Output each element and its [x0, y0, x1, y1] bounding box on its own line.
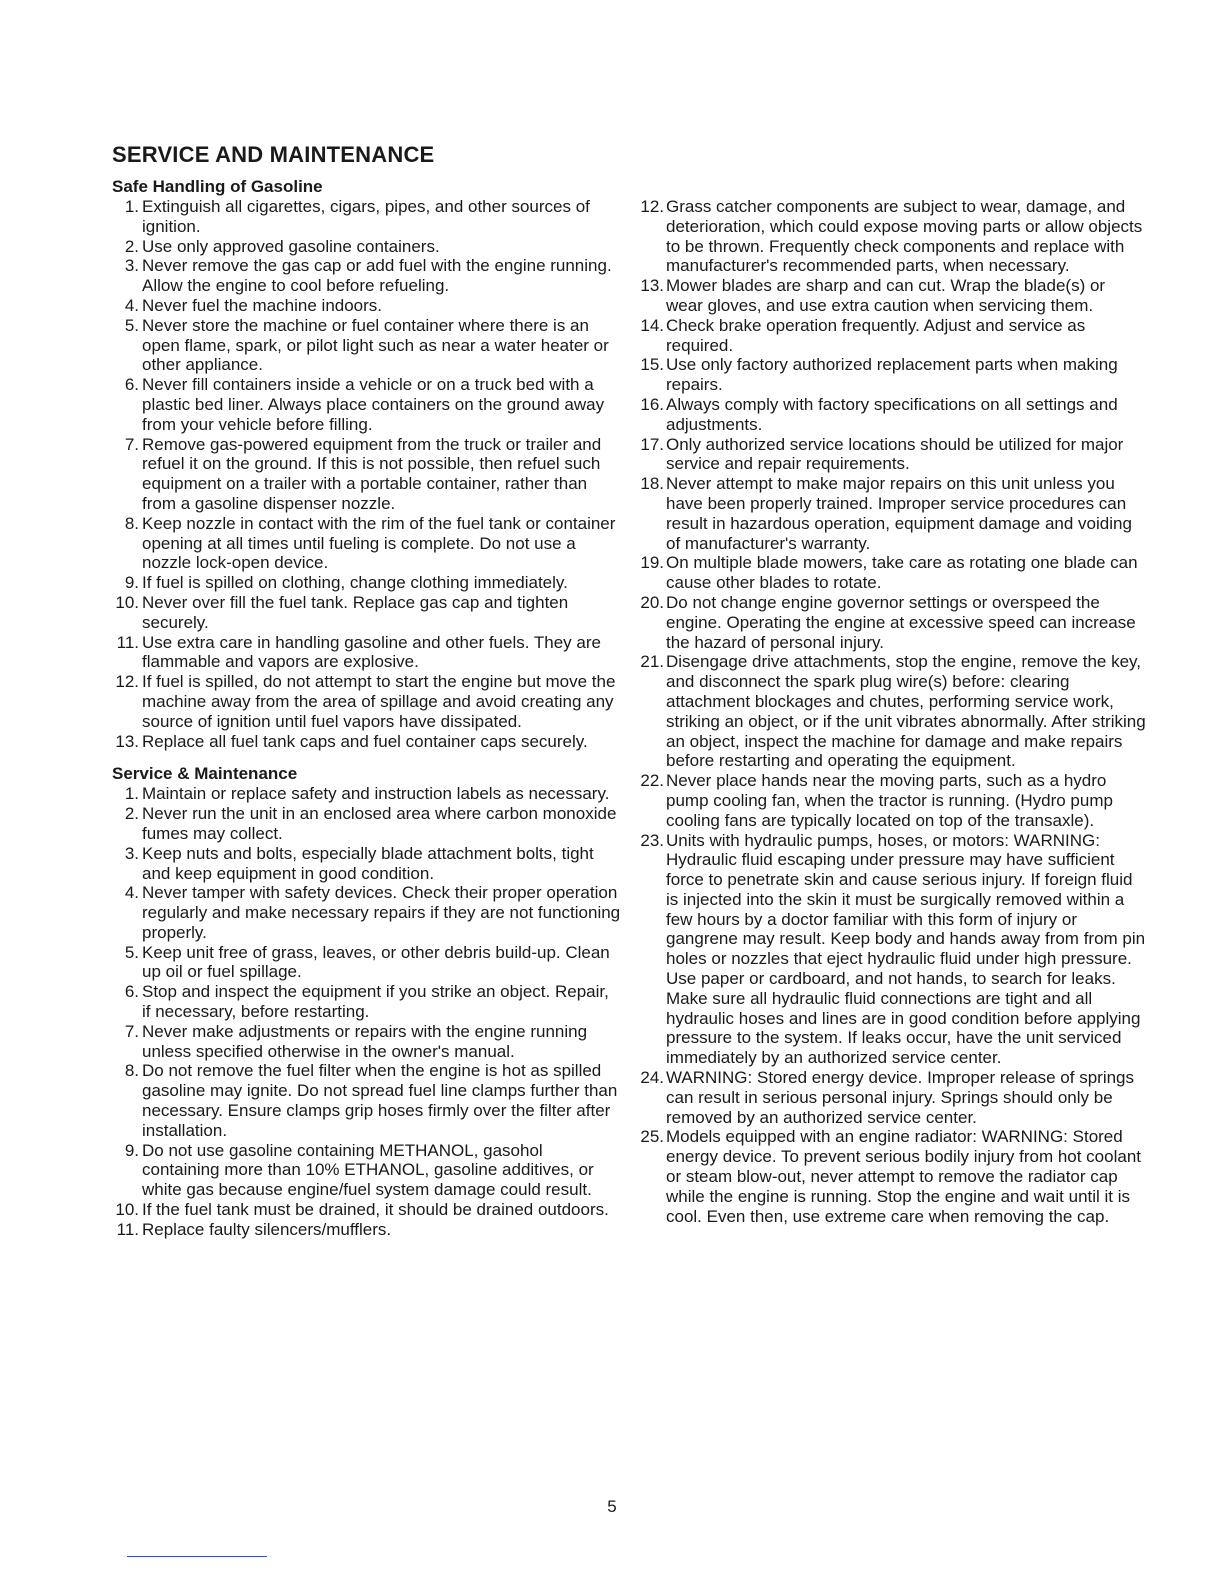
list-item-number: 18. — [640, 474, 664, 494]
service-section-title: Service & Maintenance — [112, 764, 298, 784]
list-item — [112, 256, 622, 296]
list-item-number: 12. — [115, 672, 139, 692]
list-item-number: 22. — [640, 771, 664, 791]
list-item — [636, 276, 1146, 316]
list-item — [112, 982, 622, 1022]
list-item — [112, 1200, 622, 1220]
list-item-text: Never run the unit in an enclosed area where carbon monoxide fumes may collect. — [142, 804, 617, 843]
list-item-number: 23. — [640, 830, 664, 850]
list-item-number: 1. — [124, 784, 139, 804]
list-item-number: 9. — [124, 1140, 139, 1160]
list-item — [112, 672, 622, 731]
list-item-text: Keep nozzle in contact with the rim of the fuel tank or container opening at all times until fueling is complete. Do not use a nozzle lock-open device. — [142, 513, 616, 573]
list-item-number: 21. — [640, 652, 664, 672]
list-item-number: 1. — [124, 197, 139, 216]
list-item — [636, 1068, 1146, 1127]
list-item — [112, 1061, 622, 1140]
list-item-number: 12. — [640, 197, 664, 216]
list-item — [636, 435, 1146, 475]
list-item-text: Grass catcher components are subject to wear, damage, and deterioration, which could expose moving parts or allow objects to be thrown. Frequently check components and replace with manufacturer's recommended parts, when necessary. — [666, 197, 1143, 276]
list-item — [112, 1141, 622, 1200]
list-item — [112, 844, 622, 884]
list-item — [112, 316, 622, 375]
list-item — [636, 771, 1146, 830]
list-item — [112, 732, 622, 752]
list-item-number: 6. — [124, 375, 139, 395]
list-item — [112, 435, 622, 514]
list-item-number: 9. — [124, 573, 139, 593]
right-column — [636, 197, 1146, 1226]
list-item-text: Never tamper with safety devices. Check their proper operation regularly and make necessary repairs if they are not functioning properly. — [142, 883, 621, 942]
list-item — [112, 943, 622, 983]
page-number: 5 — [607, 1497, 617, 1516]
list-item-number: 20. — [640, 592, 664, 612]
list-item-text: Never make adjustments or repairs with the engine running unless specified otherwise in the owner's manual. — [142, 1021, 588, 1061]
list-item-number: 6. — [124, 982, 139, 1002]
list-item — [112, 197, 622, 237]
list-item-text: If fuel is spilled, do not attempt to start the engine but move the machine away from the area of spillage and avoid creating any source of ignition until fuel vapors have dissipated. — [142, 672, 616, 731]
list-item-number: 5. — [124, 942, 139, 962]
list-item-text: On multiple blade mowers, take care as rotating one blade can cause other blades to rotate. — [666, 553, 1138, 593]
list-item-text: Keep unit free of grass, leaves, or other debris build-up. Clean up oil or fuel spillage. — [142, 942, 610, 982]
list-item-number: 10. — [115, 592, 139, 612]
list-item-number: 13. — [640, 276, 664, 296]
list-item — [636, 316, 1146, 356]
list-item-number: 8. — [124, 1061, 139, 1081]
list-item — [636, 197, 1146, 276]
list-item-text: Maintain or replace safety and instruction labels as necessary. — [142, 784, 610, 804]
list-item-text: Use only approved gasoline containers. — [142, 236, 440, 256]
list-item-text: If fuel is spilled on clothing, change clothing immediately. — [142, 573, 568, 593]
list-item-number: 15. — [640, 355, 664, 375]
list-item-number: 7. — [124, 1021, 139, 1041]
list-item-text: Stop and inspect the equipment if you strike an object. Repair, if necessary, before restarting. — [142, 982, 609, 1022]
list-item-text: WARNING: Stored energy device. Improper release of springs can result in serious personal injury. Springs should only be removed by an authorized service center. — [666, 1068, 1135, 1127]
list-item — [112, 237, 622, 257]
list-item — [112, 593, 622, 633]
list-item-text: Never place hands near the moving parts, such as a hydro pump cooling fan, when the tractor is running. (Hydro pump cooling fans are typically located on top of the transaxle). — [666, 771, 1113, 830]
list-item-number: 17. — [640, 434, 664, 454]
list-item-text: Check brake operation frequently. Adjust and service as required. — [666, 315, 1086, 355]
list-item-text: Disengage drive attachments, stop the engine, remove the key, and disconnect the spark plug wire(s) before: clearing attachment blockages and chutes, performing service work, striking an object, or if the unit vibrates abnormally. After striking an object, inspect the machine for damage and make repairs before restarting and operating the equipment. — [666, 652, 1146, 771]
list-item-number: 2. — [124, 804, 139, 824]
list-item-number: 14. — [640, 315, 664, 335]
list-item-number: 5. — [124, 315, 139, 335]
list-item-text: Do not use gasoline containing METHANOL, gasohol containing more than 10% ETHANOL, gasoline additives, or white gas because engine/fuel system damage could result. — [142, 1140, 594, 1200]
left-column — [112, 176, 622, 1240]
list-item-text: Never fuel the machine indoors. — [142, 295, 383, 315]
list-item-number: 7. — [124, 434, 139, 454]
list-item-text: Mower blades are sharp and can cut. Wrap the blade(s) or wear gloves, and use extra caution when servicing them. — [666, 276, 1106, 315]
list-item-number: 13. — [115, 731, 139, 751]
list-item — [636, 395, 1146, 435]
list-item — [636, 474, 1146, 553]
list-item — [636, 553, 1146, 593]
list-item-number: 4. — [124, 295, 139, 315]
list-item-number: 10. — [115, 1200, 139, 1220]
list-item-number: 2. — [124, 236, 139, 256]
list-item-number: 24. — [640, 1068, 664, 1088]
list-item-text: Do not remove the fuel filter when the engine is hot as spilled gasoline may ignite. Do not spread fuel line clamps further than necessary. Ensure clamps grip hoses firmly over the filter after installation. — [142, 1061, 618, 1140]
list-item-text: Never fill containers inside a vehicle or on a truck bed with a plastic bed liner. Always place containers on the ground away from your vehicle before filling. — [142, 375, 605, 434]
list-item-number: 16. — [640, 394, 664, 414]
list-item-number: 19. — [640, 553, 664, 573]
list-item — [636, 1127, 1146, 1226]
list-item-text: Do not change engine governor settings or overspeed the engine. Operating the engine at excessive speed can increase the hazard of personal injury. — [666, 592, 1136, 652]
gasoline-list — [112, 197, 622, 751]
list-item-text: Never attempt to make major repairs on this unit unless you have been properly trained. Improper service procedures can result in hazardous operation, equipment damage and voiding of manufacturer's warranty. — [666, 474, 1132, 553]
list-item-text: Extinguish all cigarettes, cigars, pipes, and other sources of ignition. — [142, 197, 590, 236]
list-item — [636, 593, 1146, 652]
list-item-number: 25. — [640, 1127, 664, 1147]
list-item — [112, 296, 622, 316]
service-list — [112, 784, 622, 1239]
list-item-text: Replace all fuel tank caps and fuel container caps securely. — [142, 731, 588, 751]
list-item-text: Use extra care in handling gasoline and other fuels. They are flammable and vapors are explosive. — [142, 632, 601, 672]
list-item-text: Models equipped with an engine radiator: WARNING: Stored energy device. To prevent serious bodily injury from hot coolant or steam blow-out, never attempt to remove the radiator cap while the engine is running. Stop the engine and wait until it is cool. Even then, use extreme care when removing the cap. — [666, 1127, 1141, 1226]
list-item-text: Remove gas-powered equipment from the truck or trailer and refuel it on the ground. If this is not possible, then refuel such equipment on a trailer with a portable container, rather than from a gasoline dispenser nozzle. — [142, 434, 602, 513]
list-item-text: Only authorized service locations should be utilized for major service and repair requirements. — [666, 434, 1124, 474]
footer-rule — [127, 1556, 267, 1557]
list-item — [112, 1022, 622, 1062]
list-item-text: Use only factory authorized replacement parts when making repairs. — [666, 355, 1118, 395]
list-item-number: 3. — [124, 843, 139, 863]
list-item — [112, 784, 622, 804]
list-item-text: Replace faulty silencers/mufflers. — [142, 1219, 392, 1239]
list-item — [112, 633, 622, 673]
list-item — [636, 355, 1146, 395]
gasoline-section-title: Safe Handling of Gasoline — [112, 177, 323, 196]
list-item — [636, 831, 1146, 1069]
list-item-number: 3. — [124, 256, 139, 276]
list-item — [112, 514, 622, 573]
list-item-text: Units with hydraulic pumps, hoses, or motors: WARNING: Hydraulic fluid escaping under pressure may have sufficient force to penetrate skin and cause serious injury. If foreign fluid is injected into the skin it must be surgically removed within a few hours by a doctor familiar with this form of injury or gangrene may result. Keep body and hands away from from pin holes or nozzles that eject hydraulic fluid under high pressure. Use paper or cardboard, and not hands, to search for leaks. Make sure all hydraulic fluid connections are tight and all hydraulic hoses and lines are in good condition before applying pressure to the system. If leaks occur, have the unit serviced immediately by an authorized service center. — [666, 830, 1146, 1068]
list-item-text: Never over fill the fuel tank. Replace gas cap and tighten securely. — [142, 592, 569, 632]
list-item-text: Always comply with factory specifications on all settings and adjustments. — [666, 394, 1118, 434]
list-item-text: Never remove the gas cap or add fuel with the engine running. Allow the engine to cool before refueling. — [142, 256, 612, 296]
list-item-text: Keep nuts and bolts, especially blade attachment bolts, tight and keep equipment in good condition. — [142, 843, 594, 883]
list-item — [112, 883, 622, 942]
list-item — [112, 573, 622, 593]
list-item-number: 11. — [116, 632, 139, 652]
list-item-text: If the fuel tank must be drained, it should be drained outdoors. — [142, 1200, 609, 1220]
list-item-number: 11. — [116, 1219, 139, 1239]
list-item-text: Never store the machine or fuel container where there is an open flame, spark, or pilot light such as near a water heater or other appliance. — [142, 315, 609, 375]
list-item-number: 4. — [124, 883, 139, 903]
list-item — [636, 652, 1146, 771]
list-item — [112, 1220, 622, 1240]
list-item — [112, 375, 622, 434]
service-list-continued — [636, 197, 1146, 1226]
page-title: SERVICE AND MAINTENANCE — [112, 142, 435, 167]
list-item — [112, 804, 622, 844]
list-item-number: 8. — [124, 513, 139, 533]
